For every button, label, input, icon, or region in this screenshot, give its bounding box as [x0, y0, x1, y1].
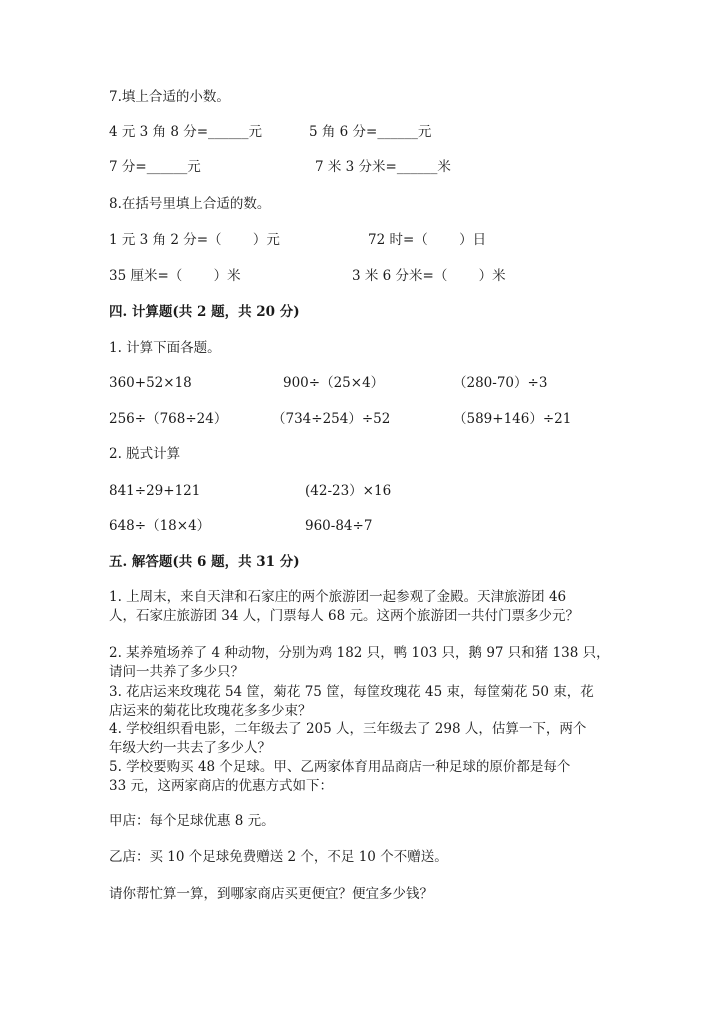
calc-item-4: 256÷（768÷24）: [109, 411, 228, 427]
calc-item-5: （734÷254）÷52: [272, 411, 391, 427]
q8-item-1: 1 元 3 角 2 分=（ ）元: [109, 232, 280, 248]
stepwise-item-4: 960-84÷7: [305, 518, 373, 534]
stepwise-item-2: (42-23）×16: [305, 483, 392, 499]
calc-item-6: （589+146）÷21: [453, 411, 572, 427]
q8-item-2: 72 时=（ ）日: [368, 232, 487, 248]
q7-title: 7.填上合适的小数。: [109, 89, 230, 105]
calc-item-1: 360+52×18: [109, 375, 192, 391]
calc-item-2: 900÷（25×4）: [283, 375, 385, 391]
problem-3-line-1: 3. 花店运来玫瑰花 54 筐，菊花 75 筐，每筐玫瑰花 45 束，每筐菊花 50 束，花: [109, 684, 594, 700]
problem-4-line-1: 4. 学校组织看电影，二年级去了 205 人，三年级去了 298 人，估算一下，两个: [109, 721, 587, 737]
problem-5-line-1: 5. 学校要购买 48 个足球。甲、乙两家体育用品商店一种足球的原价都是每个: [109, 759, 571, 775]
problem-5-line-2: 33 元，这两家商店的优惠方式如下：: [109, 778, 333, 794]
problem-3-line-2: 店运来的菊花比玫瑰花多多少束？: [109, 703, 312, 719]
section5-heading: 五. 解答题(共 6 题，共 31 分): [109, 554, 300, 570]
calc-item-3: （280-70）÷3: [453, 375, 548, 391]
problem-2-line-2: 请问一共养了多少只？: [109, 664, 244, 680]
section4-q1-title: 1. 计算下面各题。: [109, 340, 221, 356]
shop-a-offer: 甲店：每个足球优惠 8 元。: [109, 813, 275, 829]
stepwise-item-3: 648÷（18×4）: [109, 518, 211, 534]
q7-item-2: 5 角 6 分=______元: [309, 124, 432, 140]
q7-item-4: 7 米 3 分米=______米: [315, 159, 451, 175]
problem-4-line-2: 年级大约一共去了多少人？: [109, 740, 271, 756]
q8-item-4: 3 米 6 分米=（ ）米: [352, 268, 506, 284]
q7-item-1: 4 元 3 角 8 分=______元: [109, 124, 263, 140]
problem-1-line-1: 1. 上周末，来自天津和石家庄的两个旅游团一起参观了金殿。天津旅游团 46: [109, 589, 567, 605]
problem-1-line-2: 人，石家庄旅游团 34 人，门票每人 68 元。这两个旅游团一共付门票多少元？: [109, 608, 580, 624]
q8-item-3: 35 厘米=（ ）米: [109, 268, 241, 284]
problem-5-question: 请你帮忙算一算，到哪家商店买更便宜？便宜多少钱？: [109, 886, 433, 902]
section4-q2-title: 2. 脱式计算: [109, 446, 181, 462]
stepwise-item-1: 841÷29+121: [109, 483, 201, 499]
section4-heading: 四. 计算题(共 2 题，共 20 分): [109, 304, 300, 320]
problem-2-line-1: 2. 某养殖场养了 4 种动物，分别为鸡 182 只，鸭 103 只，鹅 97 只和猪 138 只，: [109, 645, 610, 661]
shop-b-offer: 乙店：买 10 个足球免费赠送 2 个，不足 10 个不赠送。: [109, 849, 448, 865]
q8-title: 8.在括号里填上合适的数。: [109, 196, 271, 212]
q7-item-3: 7 分=______元: [109, 159, 201, 175]
